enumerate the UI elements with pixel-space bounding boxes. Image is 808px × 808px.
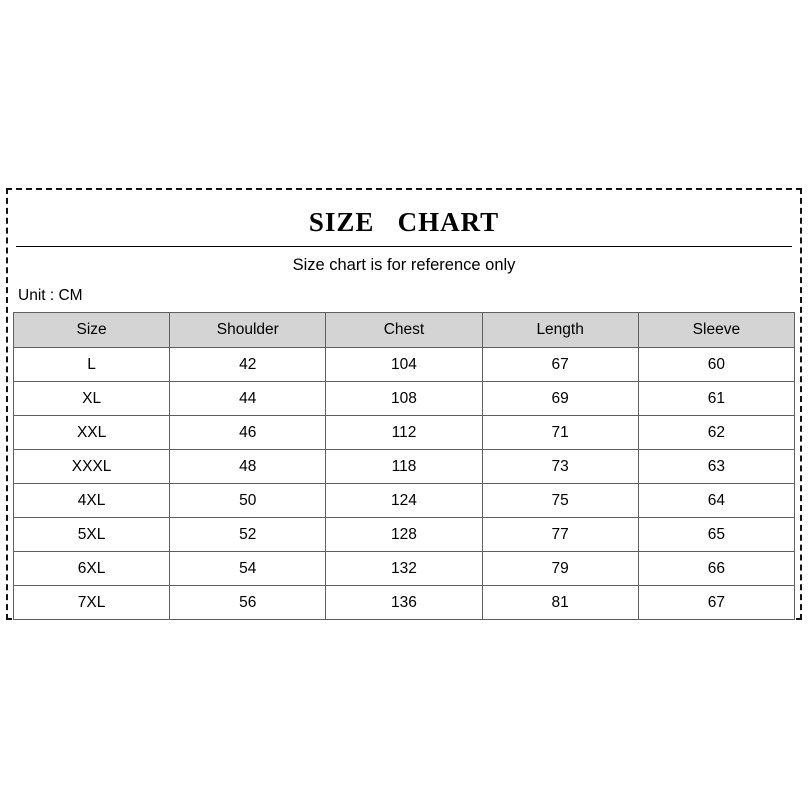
cell-size: XXXL — [14, 450, 170, 484]
cell-sleeve: 60 — [638, 348, 794, 382]
cell-sleeve: 65 — [638, 518, 794, 552]
chart-subtitle: Size chart is for reference only — [292, 256, 516, 274]
cell-length: 75 — [482, 484, 638, 518]
cell-length: 71 — [482, 416, 638, 450]
page-title: SIZE CHART — [308, 207, 500, 237]
cell-shoulder: 42 — [170, 348, 326, 382]
unit-label: Unit : CM — [18, 287, 83, 304]
cell-sleeve: 61 — [638, 382, 794, 416]
cell-shoulder: 48 — [170, 450, 326, 484]
cell-shoulder: 56 — [170, 586, 326, 620]
cell-size: 5XL — [14, 518, 170, 552]
cell-size: XL — [14, 382, 170, 416]
title-divider — [16, 246, 792, 247]
cell-shoulder: 54 — [170, 552, 326, 586]
cell-length: 77 — [482, 518, 638, 552]
table-row — [14, 348, 795, 382]
cell-length: 73 — [482, 450, 638, 484]
table-row — [14, 518, 795, 552]
cell-length: 79 — [482, 552, 638, 586]
cell-size: L — [14, 348, 170, 382]
cell-chest: 112 — [326, 416, 482, 450]
table-header — [14, 313, 795, 348]
cell-size: 6XL — [14, 552, 170, 586]
table-row — [14, 382, 795, 416]
cell-sleeve: 66 — [638, 552, 794, 586]
cell-chest: 104 — [326, 348, 482, 382]
cell-length: 81 — [482, 586, 638, 620]
cell-size: 4XL — [14, 484, 170, 518]
size-chart-table — [13, 312, 795, 620]
cell-chest: 132 — [326, 552, 482, 586]
cell-chest: 124 — [326, 484, 482, 518]
column-header-chest: Chest — [326, 313, 482, 348]
table-row — [14, 416, 795, 450]
column-header-size: Size — [14, 313, 170, 348]
cell-sleeve: 64 — [638, 484, 794, 518]
cell-length: 69 — [482, 382, 638, 416]
table-row — [14, 484, 795, 518]
table-row — [14, 450, 795, 484]
size-chart-frame — [6, 188, 802, 620]
cell-size: XXL — [14, 416, 170, 450]
cell-shoulder: 52 — [170, 518, 326, 552]
cell-shoulder: 46 — [170, 416, 326, 450]
cell-chest: 118 — [326, 450, 482, 484]
table-body — [14, 348, 795, 620]
table-row — [14, 586, 795, 620]
cell-chest: 136 — [326, 586, 482, 620]
cell-shoulder: 50 — [170, 484, 326, 518]
table-row — [14, 552, 795, 586]
cell-shoulder: 44 — [170, 382, 326, 416]
cell-sleeve: 67 — [638, 586, 794, 620]
cell-length: 67 — [482, 348, 638, 382]
cell-chest: 108 — [326, 382, 482, 416]
cell-sleeve: 62 — [638, 416, 794, 450]
column-header-length: Length — [482, 313, 638, 348]
cell-size: 7XL — [14, 586, 170, 620]
column-header-shoulder: Shoulder — [170, 313, 326, 348]
table-header-row — [14, 313, 795, 348]
cell-chest: 128 — [326, 518, 482, 552]
cell-sleeve: 63 — [638, 450, 794, 484]
column-header-sleeve: Sleeve — [638, 313, 794, 348]
